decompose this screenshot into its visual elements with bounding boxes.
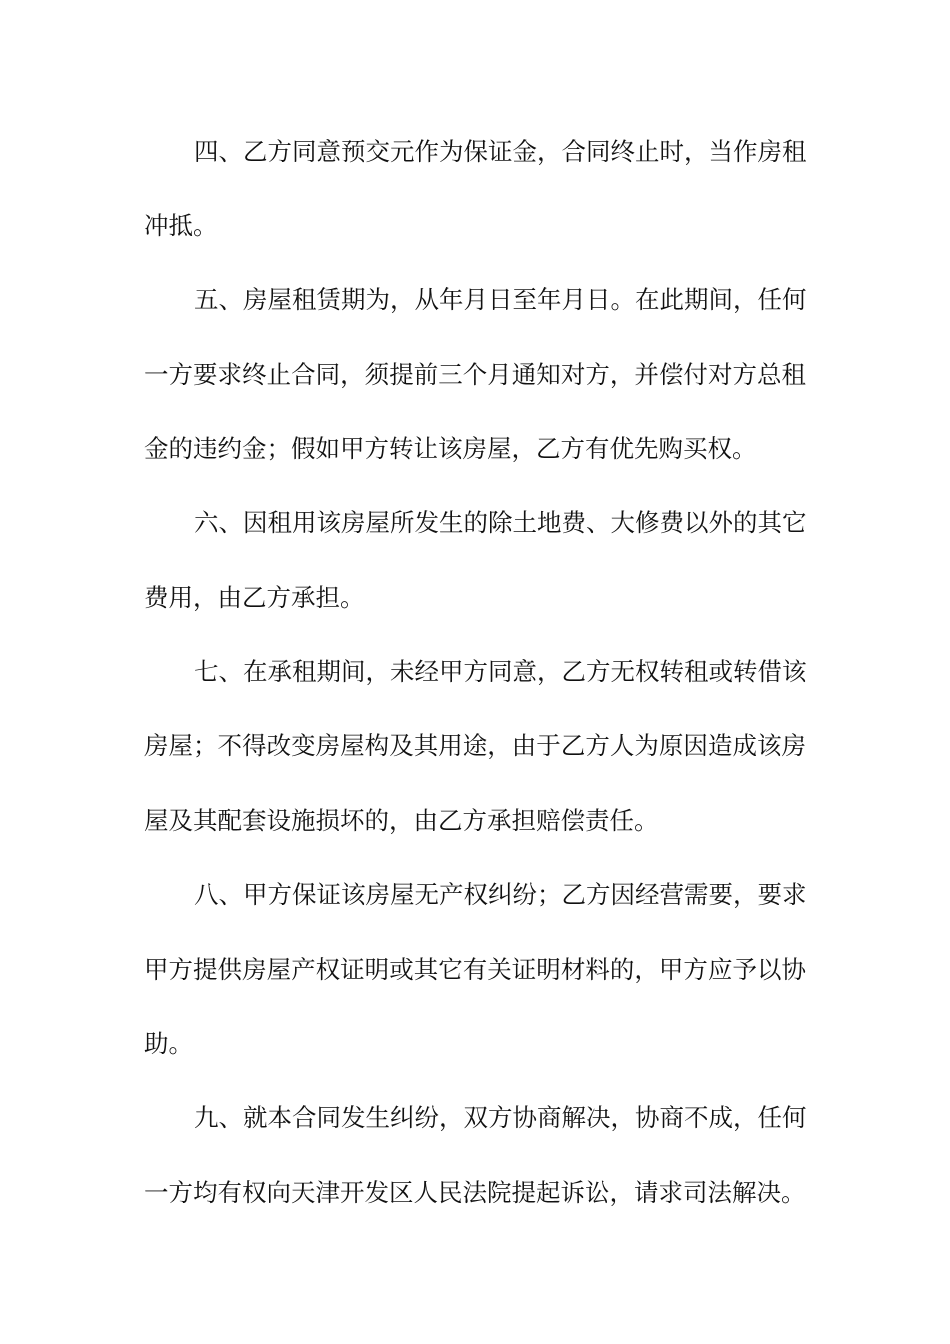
clause-6-line-2: 费用，由乙方承担。 <box>144 583 365 612</box>
clause-9-line-2: 一方均有权向天津开发区人民法院提起诉讼，请求司法解决。 <box>144 1178 806 1207</box>
clause-8-line-1: 八、甲方保证该房屋无产权纠纷；乙方因经营需要，要求 <box>194 880 807 909</box>
clause-7-line-3: 屋及其配套设施损坏的，由乙方承担赔偿责任。 <box>144 806 659 835</box>
clause-5-line-1: 五、房屋租赁期为，从年月日至年月日。在此期间，任何 <box>194 285 807 314</box>
clause-4-line-1: 四、乙方同意预交元作为保证金，合同终止时，当作房租 <box>194 137 807 166</box>
clause-8-line-2: 甲方提供房屋产权证明或其它有关证明材料的，甲方应予以协 <box>144 955 806 984</box>
clause-8-line-3: 助。 <box>144 1029 193 1058</box>
clause-9-line-1: 九、就本合同发生纠纷，双方协商解决，协商不成，任何 <box>194 1103 807 1132</box>
clause-7-line-1: 七、在承租期间，未经甲方同意，乙方无权转租或转借该 <box>194 657 807 686</box>
clause-4-line-2: 冲抵。 <box>144 211 218 240</box>
clause-6-line-1: 六、因租用该房屋所发生的除土地费、大修费以外的其它 <box>194 508 807 537</box>
clause-5-line-3: 金的违约金；假如甲方转让该房屋，乙方有优先购买权。 <box>144 434 757 463</box>
clause-5-line-2: 一方要求终止合同，须提前三个月通知对方，并偿付对方总租 <box>144 360 806 389</box>
clause-7-line-2: 房屋；不得改变房屋构及其用途，由于乙方人为原因造成该房 <box>144 731 806 760</box>
